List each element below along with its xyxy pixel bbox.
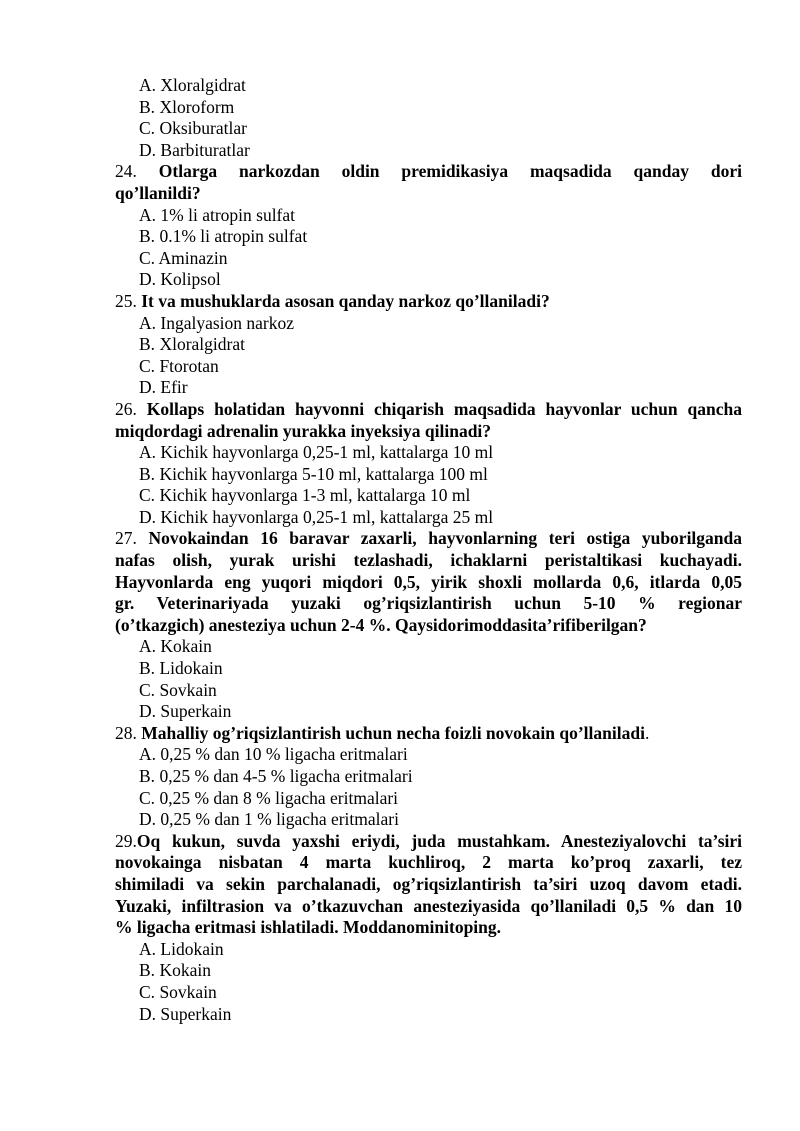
option-b: B. 0,25 % dan 4-5 % ligacha eritmalari [139,766,413,786]
option-d: D. Superkain [139,701,232,722]
option-b: B. Kichik hayvonlarga 5-10 ml, kattalarga 100 ml [139,463,488,484]
option-d: D. Kolipsol [139,269,221,290]
option-b: B. 0.1% li atropin sulfat [139,226,308,247]
option-a: A. Kokain [139,636,212,657]
option-c: C. Sovkain [139,981,217,1002]
question-text-line: 28. Mahalliy og’riqsizlantirish uchun necha foizli novokain qo’llaniladi. [115,722,650,743]
question-29 [115,831,742,1025]
question-text-line: miqdordagi adrenalin yurakka inyeksiya qilinadi? [115,420,492,441]
option-c: C. Ftorotan [139,355,219,376]
option-d: D. Superkain [139,1003,232,1024]
question-text-line: qo’llanildi? [115,182,201,203]
question-25 [115,291,742,399]
option-a: A. Kichik hayvonlarga 0,25-1 ml, kattalarga 10 ml [139,442,494,463]
question-text-line: (o’tkazgich) anesteziya uchun 2-4 %. Qaysidorimoddasita’rifiberilgan? [115,614,647,635]
previous-question-options [115,75,742,161]
option-a: A. 1% li atropin sulfat [139,204,296,225]
question-text-line: Yuzaki, infiltrasion va o’tkazuvchan anesteziyasida qo’llaniladi 0,5 % dan 10 [115,895,742,916]
option-c: C. Oksiburatlar [139,118,247,139]
option-b: B. Kokain [139,960,211,981]
option-a: A. 0,25 % dan 10 % ligacha eritmalari [139,744,408,765]
option-d: D. 0,25 % dan 1 % ligacha eritmalari [139,809,399,830]
option-b: B. Xloralgidrat [139,334,245,355]
question-text-line: nafas olish, yurak urishi tezlashadi, ichaklarni peristaltikasi kuchayadi. [115,550,742,571]
question-list [115,75,742,1025]
option-d: D. Efir [139,377,188,398]
question-text-line: 27. Novokaindan 16 baravar zaxarli, hayvonlarning teri ostiga yuborilganda [115,528,742,549]
option-a: A. Ingalyasion narkoz [139,312,295,333]
question-28 [115,723,742,831]
question-26 [115,399,742,529]
option-d: D. Barbituratlar [139,139,250,160]
option-c: C. Sovkain [139,679,217,700]
question-text-line: 26. Kollaps holatidan hayvonni chiqarish maqsadida hayvonlar uchun qancha [115,398,742,419]
option-a: A. Xloralgidrat [139,75,246,95]
option-c: C. 0,25 % dan 8 % ligacha eritmalari [139,787,399,808]
question-24 [115,161,742,291]
question-text-line: shimiladi va sekin parchalanadi, og’riqsizlantirish ta’siri uzoq davom etadi. [115,873,742,894]
option-c: C. Aminazin [139,247,228,268]
question-text-line: % ligacha eritmasi ishlatiladi. Moddanominitoping. [115,917,502,938]
question-text-line: Hayvonlarda eng yuqori miqdori 0,5, yirik shoxli mollarda 0,6, itlarda 0,05 [115,571,742,592]
question-text-line: 24. Otlarga narkozdan oldin premidikasiya maqsadida qanday dori [115,161,742,182]
question-text-line: novokainga nisbatan 4 marta kuchliroq, 2 marta ko’proq zaxarli, tez [115,852,742,873]
option-d: D. Kichik hayvonlarga 0,25-1 ml, kattalarga 25 ml [139,506,494,527]
option-c: C. Kichik hayvonlarga 1-3 ml, kattalarga 10 ml [139,485,471,506]
question-text-line: 29.Oq kukun, suvda yaxshi eriydi, juda mustahkam. Anesteziyalovchi ta’siri [115,830,742,851]
option-a: A. Lidokain [139,938,224,959]
option-b: B. Lidokain [139,658,223,679]
question-text-line: 25. It va mushuklarda asosan qanday narkoz qo’llaniladi? [115,290,550,311]
question-27 [115,528,742,722]
question-text-line: gr. Veterinariyada yuzaki og’riqsizlantirish uchun 5-10 % regionar [115,593,742,614]
option-b: B. Xloroform [139,96,235,117]
